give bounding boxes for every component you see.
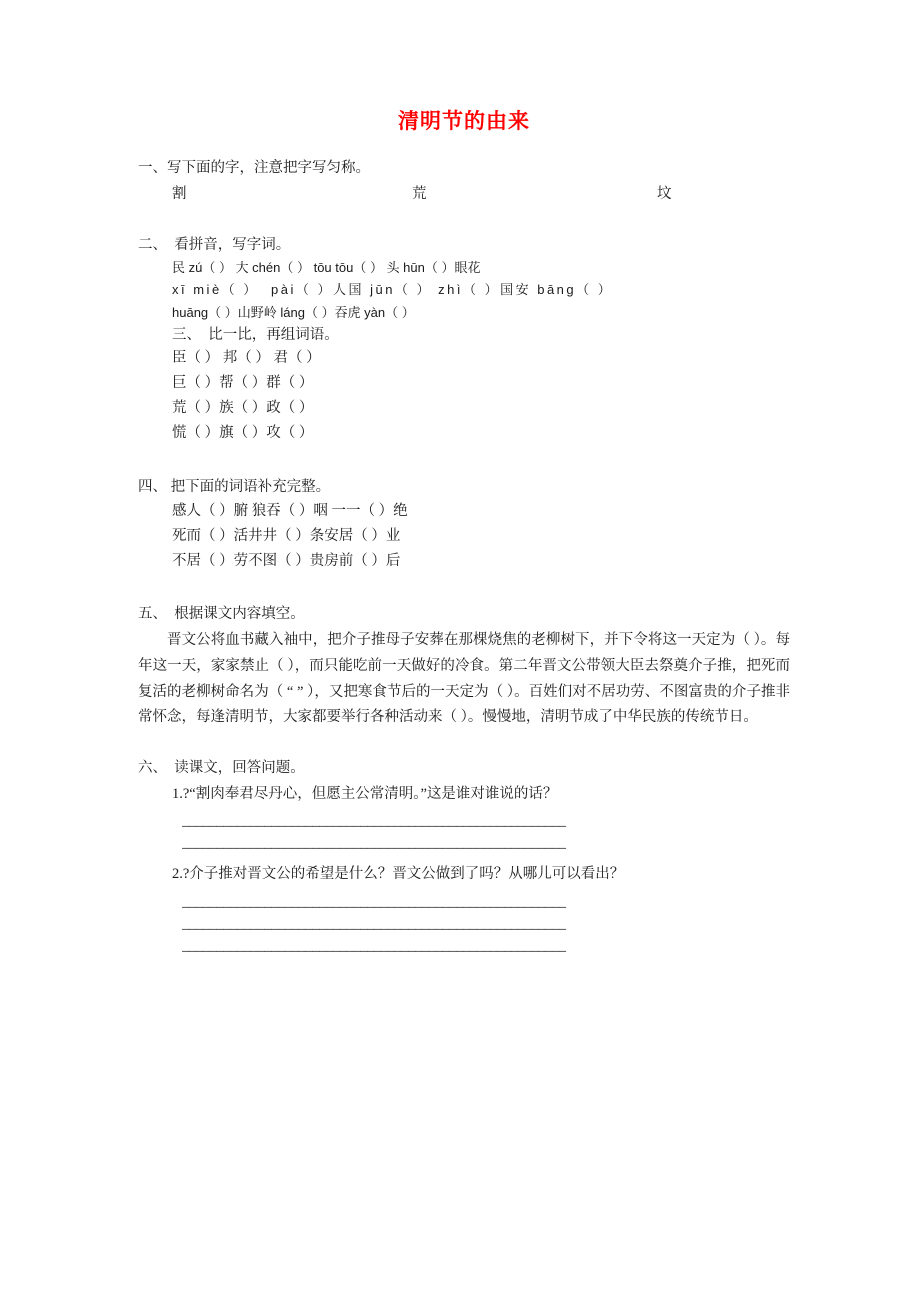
question-1: 1.?“割肉奉君尽丹心，但愿主公常清明。”这是谁对谁说的话？ xyxy=(172,785,558,802)
section-three-body xyxy=(138,346,790,446)
compare-row-2: 巨（ ）帮（ ）群（ ） xyxy=(172,375,314,392)
practice-character-3: 坟 xyxy=(657,185,672,202)
answer-rule[interactable]: ________________________________________________________ xyxy=(182,893,566,910)
pinyin-line-1: 民 zú（ ） 大 chén（ ） tōu tōu（ ） 头 hūn（ ）眼花 xyxy=(172,259,481,275)
answer-rule[interactable]: ________________________________________________________ xyxy=(182,813,566,830)
section-three xyxy=(138,324,790,446)
idiom-row-1: 感人（ ）腑 狼吞（ ）咽 一一（ ）绝 xyxy=(172,502,408,519)
question-1-answer-area[interactable] xyxy=(138,810,790,854)
section-five xyxy=(138,603,790,731)
compare-row-1: 臣（ ） 邦（ ） 君（ ） xyxy=(172,350,321,367)
section-two xyxy=(138,234,790,324)
question-2: 2.?介子推对晋文公的希望是什么？晋文公做到了吗？从哪儿可以看出？ xyxy=(172,866,625,883)
compare-row-3: 荒（ ）族（ ）政（ ） xyxy=(172,400,314,417)
section-one-heading: 一、写下面的字，注意把字写匀称。 xyxy=(138,160,370,177)
section-six-heading: 六、 读课文，回答问题。 xyxy=(138,760,305,777)
section-three-heading: 三、 比一比，再组词语。 xyxy=(172,326,339,343)
practice-character-1: 割 xyxy=(172,185,187,202)
section-four xyxy=(138,476,790,573)
pinyin-line-2: xī miè（ ） pài（ ）人国 jūn（ ） zhì（ ）国安 bāng（ ） xyxy=(172,282,614,298)
answer-rule[interactable]: ________________________________________________________ xyxy=(182,835,566,852)
section-four-body xyxy=(138,499,790,574)
section-six xyxy=(138,757,790,957)
pinyin-line-3: huāng（ ）山野岭 láng（ ）吞虎 yàn（ ） xyxy=(172,304,415,320)
answer-rule[interactable]: ________________________________________________________ xyxy=(182,937,566,954)
section-five-paragraph: 晋文公将血书藏入袖中，把介子推母子安葬在那棵烧焦的老柳树下，并下令将这一天定为（ ）。每年这一天，家家禁止（ ），而只能吃前一天做好的冷食。第二年晋文公带领大臣去祭奠介子推，把死而复活的老柳树命名为（ “ ” ），又把寒食节后的一天定为（ ）。百姓们对不居功劳、不图富贵的介子推非常怀念，每逢清明节，大家都要举行各种活动来（ ）。慢慢地，清明节成了中华民族的传统节日。 xyxy=(138,631,790,726)
section-one xyxy=(138,157,790,206)
idiom-row-3: 不居（ ）劳不图（ ）贵房前（ ）后 xyxy=(172,552,401,569)
section-two-body xyxy=(138,257,790,324)
idiom-row-2: 死而（ ）活井井（ ）条安居（ ）业 xyxy=(172,527,401,544)
section-two-heading: 二、 看拼音，写字词。 xyxy=(138,237,291,254)
question-2-answer-area[interactable] xyxy=(138,891,790,957)
answer-rule[interactable]: ________________________________________________________ xyxy=(182,915,566,932)
practice-character-2: 荒 xyxy=(412,185,427,202)
compare-row-4: 慌（ ）旗（ ）攻（ ） xyxy=(172,425,314,442)
section-five-heading: 五、 根据课文内容填空。 xyxy=(138,606,305,623)
page-title: 清明节的由来 xyxy=(398,109,530,133)
section-one-character-row xyxy=(138,182,790,207)
section-four-heading: 四、 把下面的词语补充完整。 xyxy=(138,479,331,496)
